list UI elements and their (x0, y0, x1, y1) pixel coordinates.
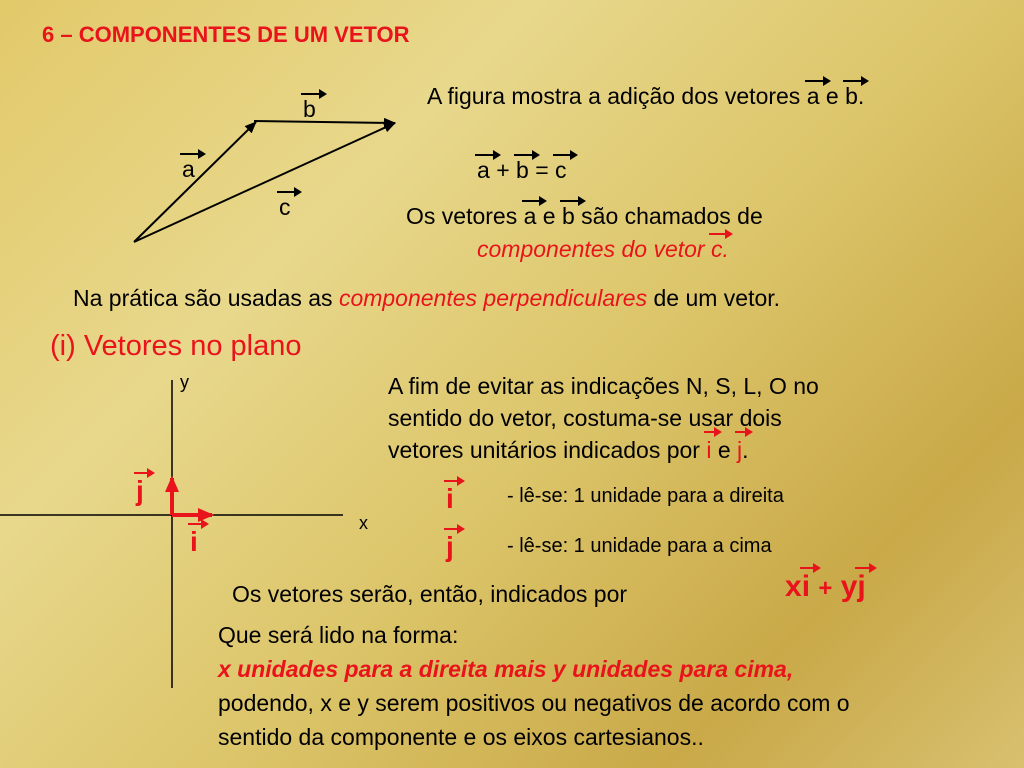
components-line-2: componentes do vetor c. (477, 236, 729, 262)
notation-formula: xi + yj (785, 570, 866, 603)
unit-i-description: - lê-se: 1 unidade para a direita (507, 485, 784, 507)
section-heading: (i) Vetores no plano (50, 330, 302, 362)
intro-text: A figura mostra a adição dos vetores a e b. (427, 83, 865, 109)
page-title: 6 – COMPONENTES DE UM VETOR (42, 22, 410, 47)
vector-b-arrow (254, 121, 395, 123)
i-label: i (190, 526, 198, 557)
practice-sentence: Na prática são usadas as componentes perpendiculares de um vetor. (73, 285, 781, 311)
unit-j-symbol: j (446, 531, 454, 562)
vector-triangle (134, 121, 395, 242)
vector-sum-equation: a + b = c (477, 157, 567, 183)
notation-text: Os vetores serão, então, indicados por (232, 581, 628, 607)
label-b: b (303, 96, 316, 122)
vector-c-arrow (134, 123, 395, 242)
label-c: c (279, 194, 291, 220)
vector-a-arrow (134, 122, 256, 242)
x-axis-label: x (359, 513, 368, 533)
y-axis-label: y (180, 372, 189, 392)
explanation-paragraph: A fim de evitar as indicações N, S, L, O no sentido do vetor, costuma-se usar dois vetores unitários indicados por i e j. (388, 370, 819, 466)
reading-paragraph: Que será lido na forma: x unidades para a direita mais y unidades para cima, podendo, x e y serem positivos ou negativos de acordo com o sentido da componente e os eixos cartesianos.. (218, 622, 850, 750)
components-line-1: Os vetores a e b são chamados de (406, 203, 763, 229)
label-a: a (182, 156, 195, 182)
unit-j-description: - lê-se: 1 unidade para a cima (507, 535, 772, 557)
unit-i-symbol: i (446, 483, 454, 514)
j-label: j (136, 475, 144, 506)
